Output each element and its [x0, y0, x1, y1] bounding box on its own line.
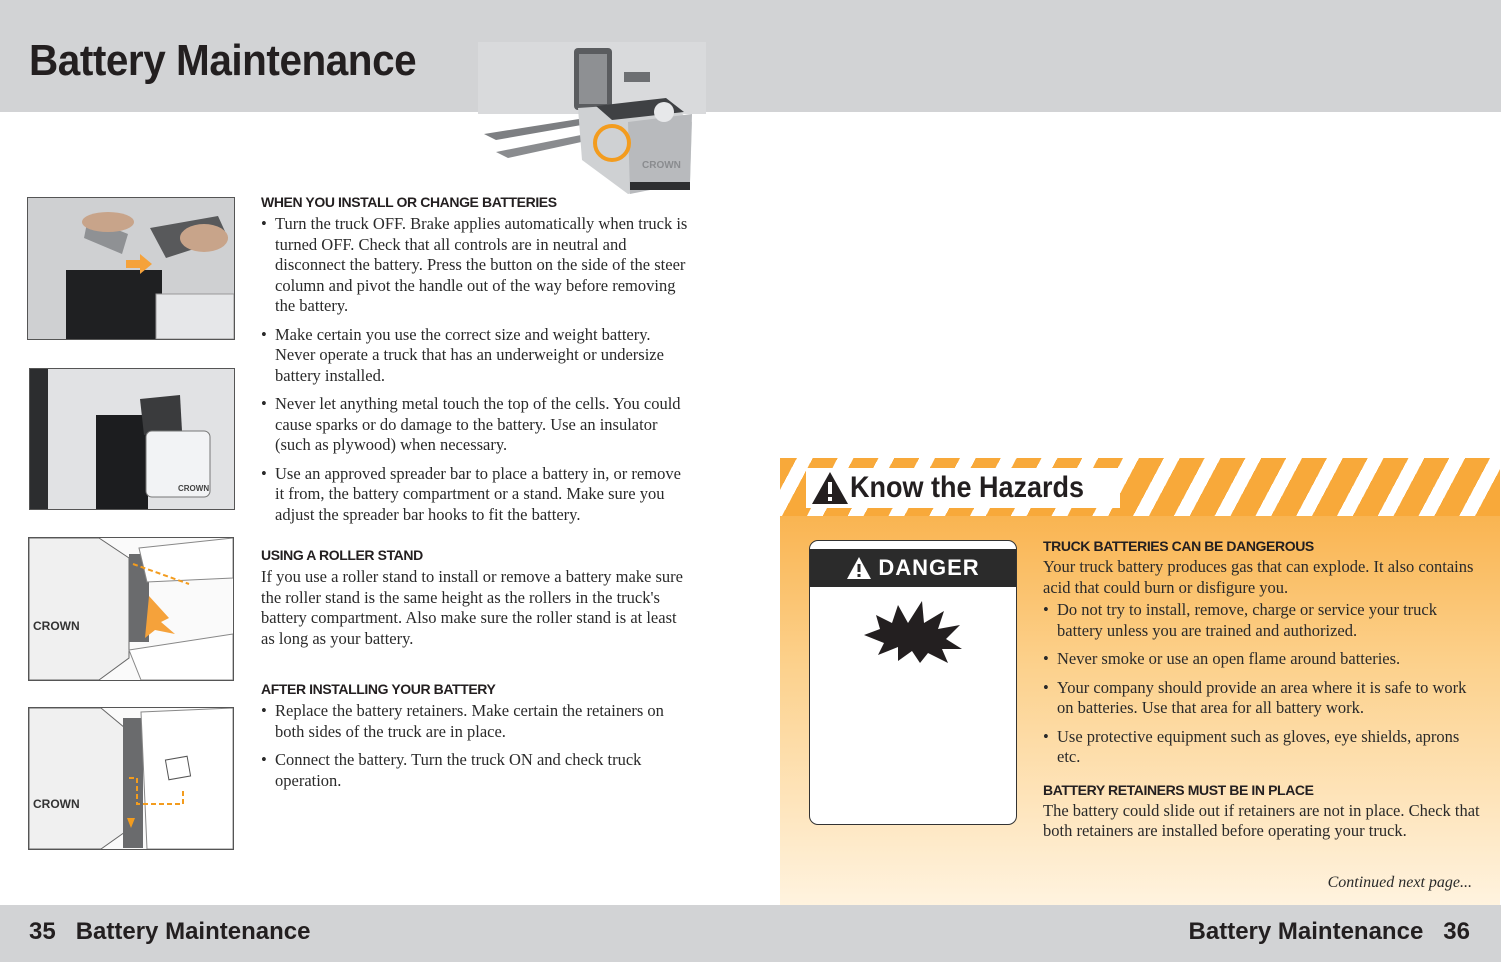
photo-battery-compartment — [29, 368, 235, 510]
hazards-title-box — [806, 468, 1120, 508]
svg-text:CROWN: CROWN — [33, 619, 80, 633]
truck-illustration — [478, 42, 706, 200]
bullet-item: • Connect the battery. Turn the truck ON and check truck operation. — [261, 750, 693, 791]
svg-text:CROWN: CROWN — [33, 797, 80, 811]
explosion-icon — [858, 599, 966, 665]
bullet-item: • Do not try to install, remove, charge or service your truck battery unless you are trained and authorized. — [1043, 600, 1483, 641]
bullet-item: • Use an approved spreader bar to place a battery in, or remove it from, the battery compartment or a stand. Make sure you adjust the spreader bar hooks to fit the battery. — [261, 464, 693, 526]
footer-left — [29, 918, 310, 946]
bullet-item: • Replace the battery retainers. Make certain the retainers on both sides of the truck are in place. — [261, 701, 693, 742]
page-number-right: 36 — [1443, 918, 1470, 945]
hazards-panel — [780, 458, 1500, 905]
bullet-item: • Make certain you use the correct size and weight battery. Never operate a truck that has an underweight or undersize battery installed. — [261, 325, 693, 387]
hazards-text-column — [1043, 538, 1483, 842]
bullet-item: • Never let anything metal touch the top of the cells. You could cause sparks or do damage to the battery. Use an insulator (such as plywood) when necessary. — [261, 394, 693, 456]
continued-note: Continued next page... — [1327, 874, 1472, 891]
danger-label: DANGER — [878, 555, 980, 580]
photo-steer-handle — [27, 197, 235, 340]
section-heading-dangerous: TRUCK BATTERIES CAN BE DANGEROUS — [1043, 538, 1314, 554]
section-heading-install: WHEN YOU INSTALL OR CHANGE BATTERIES — [261, 194, 557, 210]
bullet-item: • Your company should provide an area where it is safe to work on batteries. Use that area for all battery work. — [1043, 678, 1483, 719]
page-title: Battery Maintenance — [29, 36, 417, 85]
bullet-item: • Use protective equipment such as gloves, eye shields, aprons etc. — [1043, 727, 1483, 768]
warning-triangle-icon — [846, 556, 872, 580]
footer-title-right: Battery Maintenance — [1188, 918, 1424, 945]
warning-triangle-icon — [810, 470, 850, 506]
page-number-left: 35 — [29, 918, 56, 945]
bullet-item: • Never smoke or use an open flame around batteries. — [1043, 649, 1483, 670]
bullet-item: • Turn the truck OFF. Brake applies automatically when truck is turned OFF. Check that all controls are in neutral and disconnect the battery. Press the button on the side of the steer column and pivot the handle out of the way before removing the battery. — [261, 214, 693, 317]
footer-right — [1189, 918, 1470, 946]
footer-title-left: Battery Maintenance — [75, 918, 311, 945]
diagram-roller-stand — [28, 537, 234, 681]
retainers-paragraph: The battery could slide out if retainers are not in place. Check that both retainers are installed before operating your truck. — [1043, 800, 1480, 840]
hazards-intro: Your truck battery produces gas that can explode. It also contains acid that could burn or disfigure you. — [1043, 557, 1474, 597]
svg-text:CROWN: CROWN — [178, 484, 210, 493]
svg-text:CROWN: CROWN — [642, 160, 681, 171]
roller-stand-paragraph: If you use a roller stand to install or remove a battery make sure the roller stand is the same height as the rollers in the truck's battery compartment. Also make sure the roller stand is at least as long as your battery. — [261, 567, 683, 648]
section-heading-retainers: BATTERY RETAINERS MUST BE IN PLACE — [1043, 781, 1314, 798]
section-heading-roller-stand: USING A ROLLER STAND — [261, 547, 423, 563]
danger-card — [809, 540, 1017, 825]
diagram-retainers — [28, 707, 234, 850]
danger-label-bar — [810, 549, 1016, 587]
hazards-title: Know the Hazards — [850, 471, 1085, 504]
left-text-column — [261, 194, 693, 799]
section-heading-after-install: AFTER INSTALLING YOUR BATTERY — [261, 681, 496, 697]
